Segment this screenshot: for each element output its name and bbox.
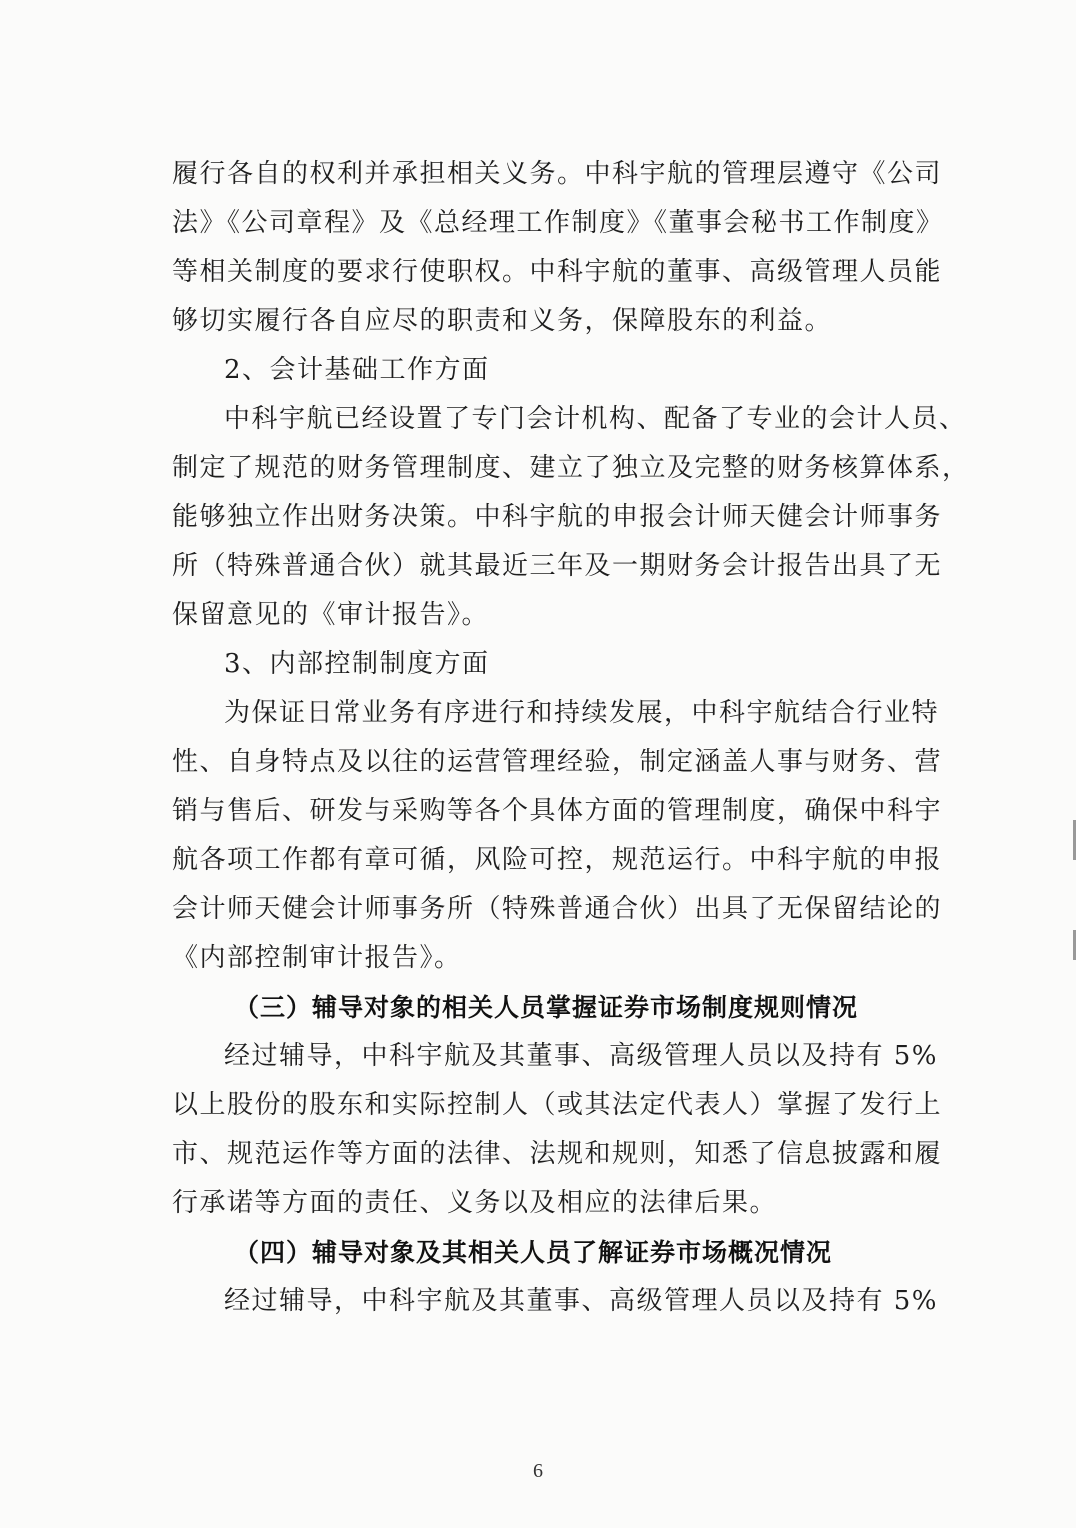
body-line: 所（特殊普通合伙）就其最近三年及一期财务会计报告出具了无 <box>172 551 943 581</box>
body-line: 等相关制度的要求行使职权。中科宇航的董事、高级管理人员能 <box>172 257 943 287</box>
body-line: 行承诺等方面的责任、义务以及相应的法律后果。 <box>172 1188 778 1218</box>
body-line: 会计师天健会计师事务所（特殊普通合伙）出具了无保留结论的 <box>172 894 943 924</box>
subsection-heading: 2、会计基础工作方面 <box>224 355 490 385</box>
paragraph-first-line: 为保证日常业务有序进行和持续发展，中科宇航结合行业特 <box>224 698 940 728</box>
subsection-heading: 3、内部控制制度方面 <box>224 649 490 679</box>
body-line: 销与售后、研发与采购等各个具体方面的管理制度，确保中科宇 <box>172 796 943 826</box>
body-line: 法》《公司章程》及《总经理工作制度》《董事会秘书工作制度》 <box>172 208 944 238</box>
page-number: 6 <box>533 1460 543 1482</box>
body-line: 履行各自的权利并承担相关义务。中科宇航的管理层遵守《公司 <box>172 159 943 189</box>
paragraph-first-line: 中科宇航已经设置了专门会计机构、配备了专业的会计人员、 <box>224 404 967 434</box>
page-body <box>172 150 970 1326</box>
paragraph-first-line: 经过辅导，中科宇航及其董事、高级管理人员以及持有 5% <box>224 1041 939 1071</box>
section-heading: （三）辅导对象的相关人员掌握证券市场制度规则情况 <box>234 993 859 1022</box>
body-line: 够切实履行各自应尽的职责和义务，保障股东的利益。 <box>172 306 833 336</box>
section-heading: （四）辅导对象及其相关人员了解证券市场概况情况 <box>234 1238 833 1267</box>
body-line: 能够独立作出财务决策。中科宇航的申报会计师天健会计师事务 <box>172 502 943 532</box>
body-line: 制定了规范的财务管理制度、建立了独立及完整的财务核算体系， <box>172 453 970 483</box>
paragraph-first-line: 经过辅导，中科宇航及其董事、高级管理人员以及持有 5% <box>224 1286 939 1316</box>
body-line: 《内部控制审计报告》。 <box>172 943 462 973</box>
body-line: 性、自身特点及以往的运营管理经验，制定涵盖人事与财务、营 <box>172 747 943 777</box>
body-line: 航各项工作都有章可循，风险可控，规范运行。中科宇航的申报 <box>172 845 943 875</box>
body-line: 以上股份的股东和实际控制人（或其法定代表人）掌握了发行上 <box>172 1090 943 1120</box>
body-line: 市、规范运作等方面的法律、法规和规则，知悉了信息披露和履 <box>172 1139 943 1169</box>
body-line: 保留意见的《审计报告》。 <box>172 600 490 630</box>
